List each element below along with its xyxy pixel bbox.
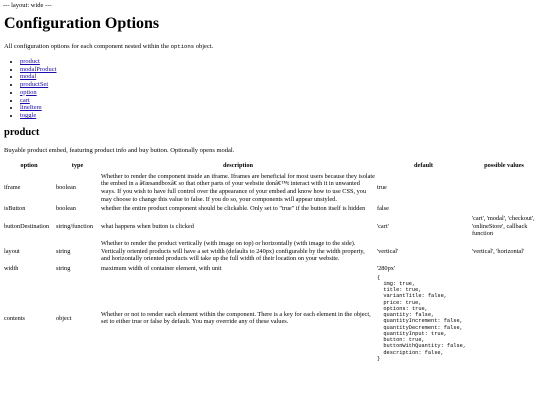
cell-description: Whether to render the product vertically (with image on top) or horizontally (with image to the side). Vertically oriented products will have a set width (defaults to 240px) configurable by the width property, and horizontally oriented products will take up the full width of their location on your website. <box>101 240 365 263</box>
cell-possible-values <box>471 264 537 274</box>
cell-possible-values <box>471 204 537 214</box>
toc-link-option[interactable]: option <box>20 88 37 96</box>
header-possible-values: possible values <box>484 162 524 169</box>
cell-default: 'vertical' <box>377 247 399 255</box>
cell-possible-values <box>471 172 537 205</box>
cell-type: string/function <box>56 222 94 230</box>
cell-default: '280px' <box>377 265 396 273</box>
cell-option: buttonDestination <box>4 222 50 230</box>
default-code-block: { img: true, title: true, variantTitle: false, price: true, options: true, quantity: false, quantityIncrement: false, quantityDecrement: false, quantityInput: true, button: true, buttonWithQuantity: false, description: false, } <box>377 274 467 362</box>
header-option: option <box>20 162 38 169</box>
toc-item <box>20 112 56 120</box>
options-table <box>3 161 537 363</box>
intro-after: object. <box>194 43 214 50</box>
cell-possible-values: 'vertical', 'horizontal' <box>472 247 525 255</box>
cell-possible-values <box>471 274 537 364</box>
toc-link-productset[interactable]: productSet <box>20 81 49 89</box>
intro-before: All configuration options for each component nested within the <box>4 43 171 50</box>
toc-link-product[interactable]: product <box>20 58 40 65</box>
intro-text <box>4 43 213 51</box>
cell-type: boolean <box>56 205 76 213</box>
toc-link-cart[interactable]: cart <box>20 96 30 104</box>
toc-item <box>20 97 56 105</box>
cell-option: layout <box>4 247 20 255</box>
cell-option: isButton <box>4 205 26 213</box>
cell-possible-values: 'cart', 'modal', 'checkout', 'onlineStore', callback function <box>472 215 535 238</box>
toc-item <box>20 89 56 97</box>
header-description: description <box>222 162 254 169</box>
cell-default: false <box>377 205 389 213</box>
cell-option: width <box>4 265 19 273</box>
table-row <box>3 204 537 214</box>
cell-default: true <box>377 184 387 192</box>
toc-link-toggle[interactable]: toggle <box>20 111 37 119</box>
table-row <box>3 172 537 205</box>
table-row <box>3 274 537 364</box>
cell-description: whether the entire product component should be clickable. Only set to "true" if the button itself is hidden <box>101 205 366 213</box>
section-title: product <box>4 127 40 138</box>
cell-type: string <box>56 265 71 273</box>
cell-description: Whether or not to render each element within the component. There is a key for each element in the object, set to either true or false by default. You may override any of these values. <box>101 310 371 326</box>
cell-description: maximum width of container element, with unit <box>101 265 222 273</box>
toc-link-modalproduct[interactable]: modalProduct <box>20 65 57 73</box>
table-header-row <box>3 161 537 172</box>
toc-item <box>20 104 56 112</box>
toc-item <box>20 58 56 66</box>
toc-link-lineitem[interactable]: lineItem <box>20 104 42 112</box>
section-description: Buyable product embed, featuring product info and buy button. Optionally opens modal. <box>4 147 235 154</box>
cell-type: object <box>56 314 72 322</box>
cell-option: contents <box>4 314 25 322</box>
cell-type: boolean <box>56 184 76 192</box>
toc-item <box>20 81 56 89</box>
cell-description: Whether to render the component inside an iframe. Iframes are beneficial for most users because they isolate the embed in a â€œsandboxâ€ so that other parts of your website donâ€™t interact with it in unwanted ways. If you wish to have full control over the appearance of your embed and know how to use CSS, you may choose to change this value to false. If you do so, your components will appear unstyled. <box>101 172 375 203</box>
cell-description: what happens when button is clicked <box>101 222 194 230</box>
cell-type: string <box>56 247 71 255</box>
table-row <box>3 214 537 239</box>
toc-link-modal[interactable]: modal <box>20 73 37 81</box>
cell-default: 'cart' <box>377 222 389 230</box>
header-default: default <box>414 162 433 169</box>
table-row <box>3 264 537 274</box>
page-title: Configuration Options <box>4 15 160 32</box>
cell-option: iframe <box>4 184 21 192</box>
intro-code: options <box>170 43 195 50</box>
layout-note: --- layout: wide --- <box>3 2 52 9</box>
table-row <box>3 239 537 264</box>
toc-item <box>20 66 56 74</box>
cell-default <box>376 274 471 364</box>
toc-item <box>20 73 56 81</box>
header-type: type <box>71 162 84 169</box>
table-of-contents <box>20 58 56 120</box>
